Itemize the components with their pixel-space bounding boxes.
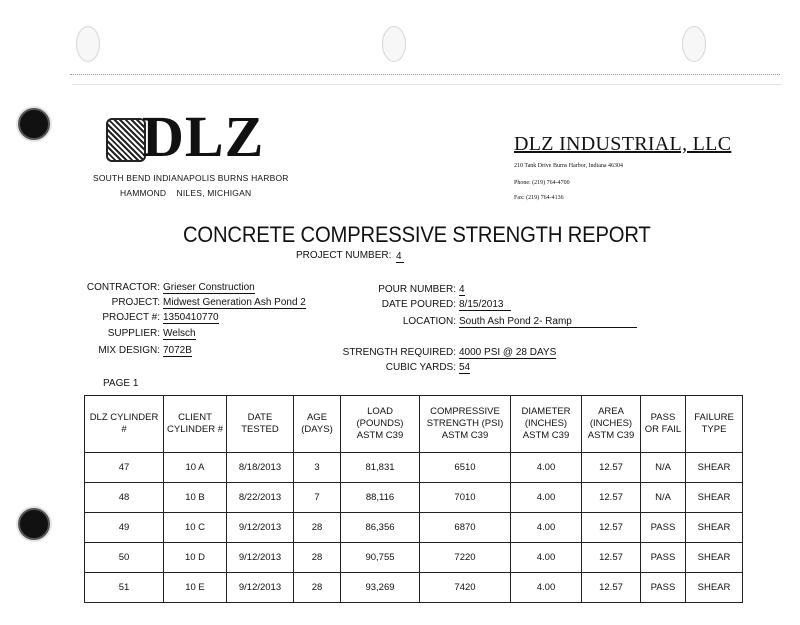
company-phone: Phone: (219) 764-4700 (514, 180, 570, 186)
table-cell: PASS (641, 573, 686, 603)
table-cell: 88,116 (341, 483, 420, 513)
table-row (85, 483, 743, 513)
project-number-label: PROJECT NUMBER: (296, 250, 392, 261)
table-cell: 12.57 (582, 513, 641, 543)
table-cell: 10 B (164, 483, 227, 513)
table-cell: 10 E (164, 573, 227, 603)
table-cell: 9/12/2013 (227, 543, 294, 573)
offices-line-1: SOUTH BEND INDIANAPOLIS BURNS HARBOR (93, 173, 289, 183)
header-dlz-cylinder: DLZ CYLINDER # (85, 396, 164, 453)
project-value: Midwest Generation Ash Pond 2 (163, 297, 306, 308)
project-no-value: 1350410770 (163, 312, 219, 323)
punch-hole-left-lower (18, 508, 50, 540)
date-poured-label: DATE POURED: (381, 299, 456, 310)
table-cell: 81,831 (341, 453, 420, 483)
table-cell: 28 (294, 513, 341, 543)
table-cell: 86,356 (341, 513, 420, 543)
table-cell: N/A (641, 483, 686, 513)
table-cell: PASS (641, 513, 686, 543)
pour-number-label: POUR NUMBER: (378, 284, 456, 295)
table-cell: N/A (641, 453, 686, 483)
location-label: LOCATION: (402, 316, 456, 327)
header-date-tested: DATE TESTED (227, 396, 294, 453)
location-value: South Ash Pond 2- Ramp (459, 316, 637, 328)
report-title: CONCRETE COMPRESSIVE STRENGTH REPORT (183, 222, 651, 247)
cubic-yards-value: 54 (459, 362, 471, 373)
punch-hole-top-left (76, 26, 100, 62)
header-failure-type: FAILURE TYPE (686, 396, 743, 453)
table-cell: SHEAR (686, 453, 743, 483)
table-cell: 9/12/2013 (227, 513, 294, 543)
table-cell: 48 (85, 483, 164, 513)
company-address: 210 Tank Drive Burns Harbor, Indiana 46304 (514, 163, 624, 169)
table-row (85, 573, 743, 603)
table-cell: 4.00 (511, 543, 582, 573)
cubic-yards-label: CUBIC YARDS: (385, 362, 456, 373)
table-cell: 6870 (420, 513, 511, 543)
header-pass-fail: PASS OR FAIL (641, 396, 686, 453)
table-row (85, 543, 743, 573)
table-cell: 51 (85, 573, 164, 603)
table-cell: 12.57 (582, 573, 641, 603)
table-cell: 10 D (164, 543, 227, 573)
logo-text: DLZ (142, 104, 265, 169)
header-age: AGE (DAYS) (294, 396, 341, 453)
mix-design-label: MIX DESIGN: (98, 345, 160, 356)
table-cell: 4.00 (511, 513, 582, 543)
contractor-value: Grieser Construction (163, 282, 255, 293)
supplier-value: Welsch (163, 328, 196, 339)
table-cell: 12.57 (582, 453, 641, 483)
table-cell: 50 (85, 543, 164, 573)
table-cell: 90,755 (341, 543, 420, 573)
table-header-row (85, 396, 743, 453)
contractor-label: CONTRACTOR: (86, 282, 160, 293)
table-cell: PASS (641, 543, 686, 573)
company-fax: Fax: (219) 764-4136 (514, 195, 564, 201)
table-cell: SHEAR (686, 543, 743, 573)
project-number-value: 4 (396, 251, 404, 263)
date-poured-value: 8/15/2013 (459, 299, 511, 311)
table-row (85, 453, 743, 483)
table-cell: 10 A (164, 453, 227, 483)
table-cell: 28 (294, 573, 341, 603)
table-cell: 4.00 (511, 453, 582, 483)
table-cell: 10 C (164, 513, 227, 543)
table-cell: 8/18/2013 (227, 453, 294, 483)
table-cell: 4.00 (511, 573, 582, 603)
offices-line-2: HAMMOND NILES, MICHIGAN (120, 188, 252, 198)
header-area: AREA (INCHES) ASTM C39 (582, 396, 641, 453)
punch-hole-top-right (682, 26, 706, 62)
table-cell: 7220 (420, 543, 511, 573)
table-cell: 6510 (420, 453, 511, 483)
table-cell: 28 (294, 543, 341, 573)
mix-design-value: 7072B (163, 345, 192, 356)
header-diameter: DIAMETER (INCHES) ASTM C39 (511, 396, 582, 453)
table-cell: 49 (85, 513, 164, 543)
punch-hole-top-center (382, 26, 406, 62)
scan-edge-line (70, 74, 780, 76)
table-cell: SHEAR (686, 483, 743, 513)
company-name: DLZ INDUSTRIAL, LLC (514, 133, 732, 155)
project-no-label: PROJECT #: (102, 312, 160, 323)
table-cell: 7 (294, 483, 341, 513)
strength-required-value: 4000 PSI @ 28 DAYS (459, 347, 557, 358)
table-cell: 8/22/2013 (227, 483, 294, 513)
supplier-label: SUPPLIER: (107, 328, 160, 339)
table-cell: 4.00 (511, 483, 582, 513)
pour-number-value: 4 (459, 284, 465, 295)
table-cell: SHEAR (686, 573, 743, 603)
header-client-cylinder: CLIENT CYLINDER # (164, 396, 227, 453)
table-cell: 7010 (420, 483, 511, 513)
table-cell: 12.57 (582, 483, 641, 513)
table-cell: 93,269 (341, 573, 420, 603)
table-cell: 7420 (420, 573, 511, 603)
punch-hole-left-upper (18, 108, 50, 140)
table-cell: 3 (294, 453, 341, 483)
table-row (85, 513, 743, 543)
page-label: PAGE 1 (103, 378, 139, 389)
table-cell: 47 (85, 453, 164, 483)
header-load: LOAD (POUNDS) ASTM C39 (341, 396, 420, 453)
table-cell: 12.57 (582, 543, 641, 573)
project-label: PROJECT: (111, 297, 160, 308)
results-table (84, 395, 743, 603)
table-cell: 9/12/2013 (227, 573, 294, 603)
dlz-logo-emblem-icon (106, 118, 146, 162)
header-compressive-strength: COMPRESSIVE STRENGTH (PSI) ASTM C39 (420, 396, 511, 453)
strength-required-label: STRENGTH REQUIRED: (342, 347, 456, 358)
table-cell: SHEAR (686, 513, 743, 543)
